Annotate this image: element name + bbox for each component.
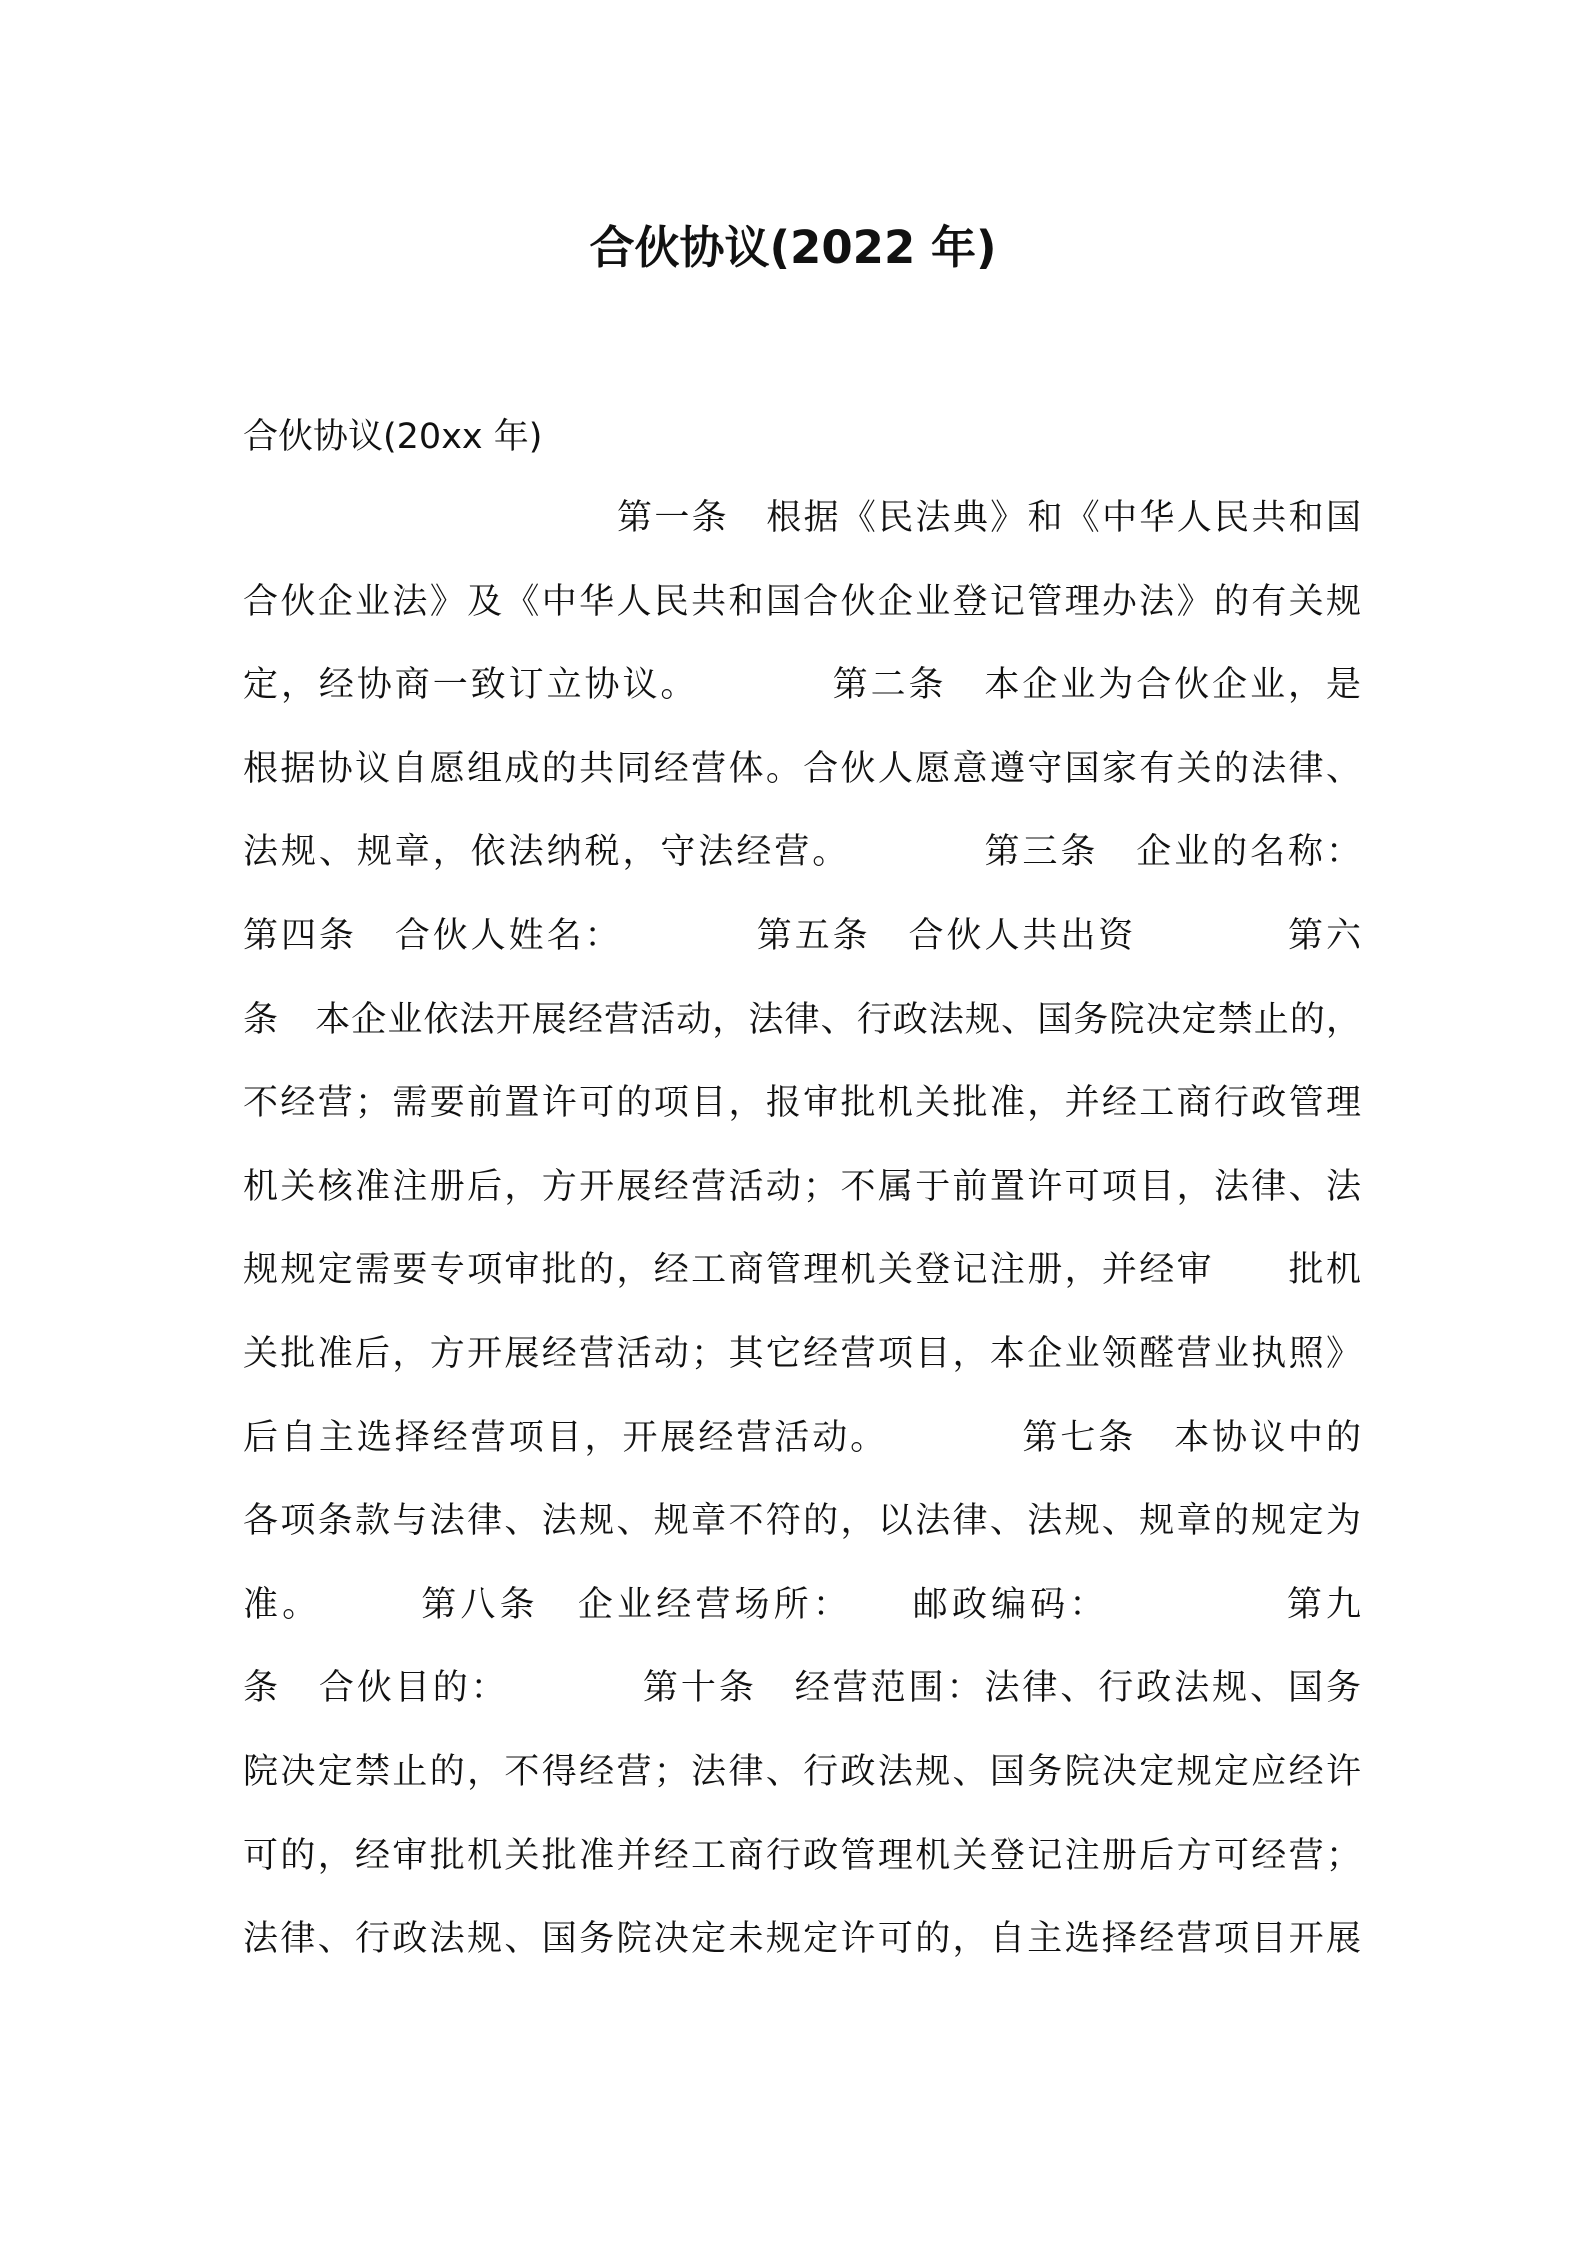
body-line: 合伙企业法》及《中华人民共和国合伙企业登记管理办法》的有关规 (243, 581, 1361, 622)
body-line: 定，经协商一致订立协议。 第二条 本企业为合伙企业，是 (243, 665, 1361, 706)
body-line: 机关核准注册后，方开展经营活动；不属于前置许可项目，法律、法 (243, 1166, 1361, 1207)
body-line: 第一条 根据《民法典》和《中华人民共和国 (617, 498, 1361, 538)
body-line: 院决定禁止的，不得经营；法律、行政法规、国务院决定规定应经许 (243, 1751, 1361, 1792)
document-body (243, 491, 1361, 1996)
body-line: 法规、规章，依法纳税，守法经营。 第三条 企业的名称： (243, 832, 1361, 873)
body-line: 准。 第八条 企业经营场所： 邮政编码： 第九 (243, 1584, 1361, 1625)
body-line: 法律、行政法规、国务院决定未规定许可的，自主选择经营项目开展 (243, 1919, 1361, 1960)
document-title: 合伙协议(2022 年) (589, 221, 997, 274)
body-line: 各项条款与法律、法规、规章不符的，以法律、法规、规章的规定为 (243, 1501, 1361, 1542)
body-line: 根据协议自愿组成的共同经营体。合伙人愿意遵守国家有关的法律、 (243, 748, 1361, 789)
body-line: 条 本企业依法开展经营活动，法律、行政法规、国务院决定禁止的， (243, 999, 1361, 1040)
document-subtitle: 合伙协议(20xx 年) (243, 417, 543, 457)
body-line: 第四条 合伙人姓名： 第五条 合伙人共出资 第六 (243, 915, 1361, 956)
body-line: 条 合伙目的： 第十条 经营范围：法律、行政法规、国务 (243, 1668, 1361, 1709)
body-line: 可的，经审批机关批准并经工商行政管理机关登记注册后方可经营； (243, 1835, 1361, 1876)
body-line: 不经营；需要前置许可的项目，报审批机关批准，并经工商行政管理 (243, 1083, 1361, 1124)
body-line: 规规定需要专项审批的，经工商管理机关登记注册，并经审 批机 (243, 1250, 1361, 1291)
body-line: 关批准后，方开展经营活动；其它经营项目，本企业领醛营业执照》 (243, 1333, 1361, 1374)
body-line: 后自主选择经营项目，开展经营活动。 第七条 本协议中的 (243, 1417, 1361, 1458)
